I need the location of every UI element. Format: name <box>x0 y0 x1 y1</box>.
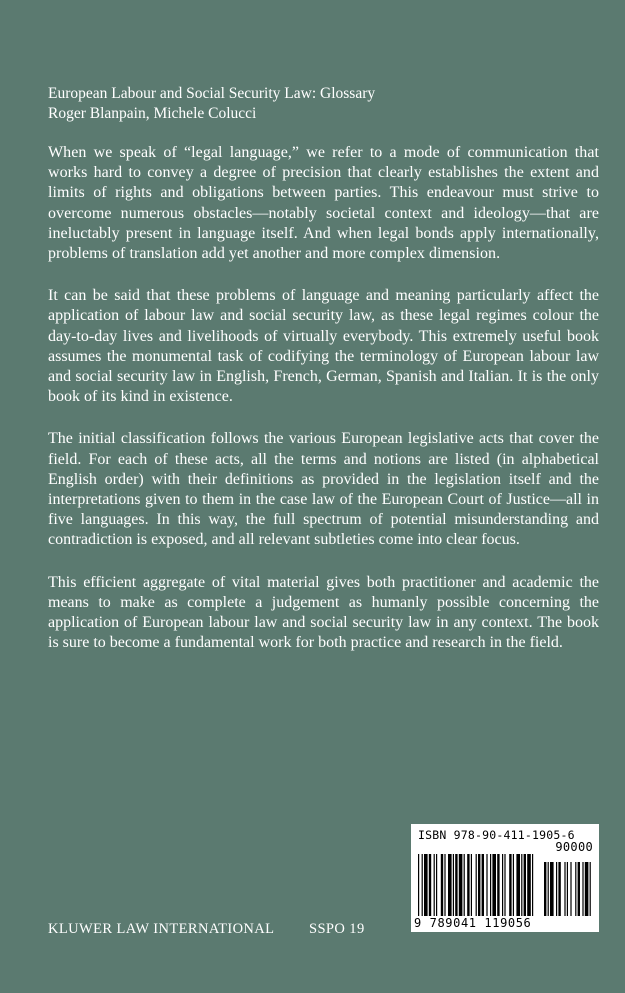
barcode-bar <box>490 854 491 916</box>
barcode-bar <box>504 854 505 916</box>
blurb <box>48 143 599 675</box>
barcode-bar <box>497 854 499 916</box>
book-authors: Roger Blanpain, Michele Colucci <box>48 105 257 122</box>
barcode-graphic <box>416 854 594 916</box>
addon-bar <box>578 862 580 916</box>
addon-bar <box>564 862 565 916</box>
barcode-bar <box>482 854 484 916</box>
addon-bar <box>570 862 571 916</box>
barcode-bar <box>467 854 469 916</box>
blurb-paragraph-1: When we speak of “legal language,” we refer to a mode of communication that works hard to convey a degree of precision that clearly establishes the extent and limits of rights and obligations between parties. This endeavour must strive to overcome numerous obstacles—notably societal context and ideology—that are ineluctably present in language itself. And when legal bonds apply internationally, problems of translation add yet another and more complex dimension. <box>48 144 599 263</box>
barcode-bar <box>532 854 533 916</box>
addon-bar <box>550 862 554 916</box>
barcode-bar <box>459 854 463 916</box>
barcode-bars <box>416 854 594 916</box>
barcode-bar <box>434 854 435 916</box>
barcode-bar <box>524 854 526 916</box>
addon-bar <box>590 862 591 916</box>
barcode-bar <box>429 854 431 916</box>
price-addon-number: 90000 <box>555 840 593 854</box>
addon-bar <box>544 862 546 916</box>
blurb-paragraph-3: The initial classification follows the various European legislative acts that cover the field. For each of these acts, all the terms and notions are listed (in alphabetical English order) with their definitions as provided in the legislation itself and the interpretations given to them in the case law of the European Court of Justice—all in five languages. In this way, the full spectrum of potential misunderstanding and contradiction is exposed, and all relevant subtleties come into clear focus. <box>48 430 599 549</box>
barcode-bar <box>527 854 531 916</box>
barcode-bar <box>478 854 480 916</box>
barcode-digits: 9 789041 119056 <box>414 916 532 930</box>
isbn-barcode <box>411 824 599 932</box>
barcode-bar <box>453 854 454 916</box>
barcode-bar <box>441 854 443 916</box>
addon-bar <box>582 862 583 916</box>
barcode-bar <box>513 854 514 916</box>
addon-bar <box>585 862 589 916</box>
barcode-bar <box>448 854 452 916</box>
barcode-bar <box>436 854 437 916</box>
barcode-bar <box>455 854 457 916</box>
book-title: European Labour and Social Security Law: Glossary <box>48 85 376 102</box>
blurb-paragraph-2: It can be said that these problems of language and meaning particularly affect the application of labour law and social security law, as these legal regimes colour the day-to-day lives and livelihoods of virtually everybody. This extremely useful book assumes the monumental task of codifying the terminology of European labour law and social security law in English, French, German, Spanish and Italian. It is the only book of its kind in existence. <box>48 287 599 406</box>
blurb-paragraph-4: This efficient aggregate of vital material gives both practitioner and academic the means to make as complete a judgement as humanly possible concerning the application of European labour law and social security law in any context. The book is sure to become a fundamental work for both practice and research in the field. <box>48 573 599 652</box>
addon-bar <box>558 862 560 916</box>
barcode-bar <box>521 854 522 916</box>
series-code: SSPO 19 <box>309 921 365 937</box>
barcode-bar <box>464 854 465 916</box>
barcode-bar <box>509 854 511 916</box>
addon-bar <box>575 862 576 916</box>
barcode-bar <box>492 854 496 916</box>
barcode-bar <box>444 854 445 916</box>
barcode-bar <box>471 854 472 916</box>
addon-bar <box>567 862 568 916</box>
addon-bar <box>548 862 549 916</box>
barcode-bar <box>424 854 428 916</box>
barcode-bar <box>476 854 477 916</box>
barcode-bar <box>486 854 487 916</box>
barcode-bar <box>516 854 520 916</box>
isbn-text: ISBN 978-90-411-1905-6 <box>418 828 575 842</box>
barcode-bar <box>418 854 419 916</box>
barcode-bar <box>502 854 503 916</box>
barcode-bar <box>422 854 423 916</box>
addon-bar <box>556 862 557 916</box>
book-header <box>48 84 588 124</box>
publisher-name: KLUWER LAW INTERNATIONAL <box>48 921 275 937</box>
